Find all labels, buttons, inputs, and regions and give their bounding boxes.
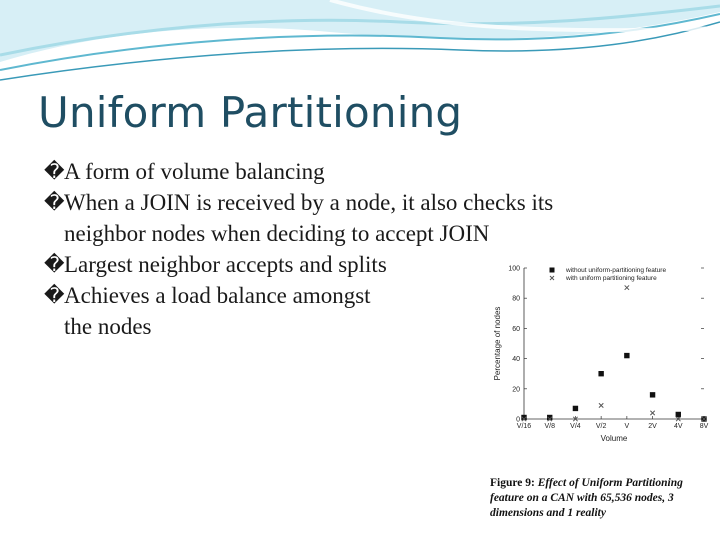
y-tick-label: 40 <box>512 356 520 364</box>
volume-distribution-chart <box>484 256 716 456</box>
legend-entry: without uniform-partitioning feature <box>566 267 667 275</box>
bullet-glyph: � <box>44 283 65 307</box>
bullet-text-line: the nodes <box>64 314 152 339</box>
x-tick-label: 8V <box>699 423 709 430</box>
bullet-text-line: Largest neighbor accepts and splits <box>64 252 387 277</box>
y-tick-label: 100 <box>508 265 520 273</box>
data-point-square <box>573 406 578 411</box>
legend-entry: with uniform partitioning feature <box>566 275 657 283</box>
bullet-text-line: Achieves a load balance amongst <box>64 283 371 308</box>
bullet-text-line: neighbor nodes when deciding to accept JOIN <box>64 221 490 246</box>
header-wave-decoration <box>0 0 720 90</box>
y-tick-label: 20 <box>512 386 520 394</box>
data-point-x <box>650 411 654 415</box>
data-point-x <box>599 403 603 407</box>
bullet-item <box>44 156 684 187</box>
y-axis-title: Percentage of nodes <box>493 306 502 381</box>
x-tick-label: V/2 <box>595 423 607 430</box>
bullet-text-line: When a JOIN is received by a node, it also checks its <box>64 190 554 215</box>
legend-marker-square <box>550 268 555 273</box>
y-tick-label: 80 <box>512 295 520 303</box>
data-point-square <box>650 392 655 397</box>
slide-title: Uniform Partitioning <box>38 88 463 137</box>
x-tick-label: 2V <box>648 423 657 430</box>
x-tick-label: V/16 <box>516 423 532 430</box>
bullet-glyph: � <box>44 159 65 183</box>
x-tick-label: V/8 <box>544 423 555 430</box>
data-point-square <box>598 371 603 376</box>
data-point-x <box>625 285 629 289</box>
bullet-glyph: � <box>44 190 65 214</box>
figure-caption-label: Figure 9: <box>490 477 535 489</box>
figure-caption-body: Effect of Uniform Partitioning feature on a CAN with 65,536 nodes, 3 dimensions and 1 reality <box>490 477 683 519</box>
y-tick-label: 0 <box>516 416 520 424</box>
bullet-item <box>44 187 684 249</box>
bullet-glyph: � <box>44 252 65 276</box>
x-tick-label: 4V <box>674 423 683 430</box>
data-point-square <box>676 412 681 417</box>
bullet-text-line: A form of volume balancing <box>64 159 325 184</box>
figure-panel <box>484 256 716 526</box>
x-tick-label: V <box>624 423 630 430</box>
legend-marker-x <box>550 276 554 280</box>
data-point-square <box>624 353 629 358</box>
x-tick-label: V/4 <box>570 423 581 430</box>
figure-caption <box>490 476 712 521</box>
x-axis-title: Volume <box>600 434 628 443</box>
y-tick-label: 60 <box>512 325 520 333</box>
